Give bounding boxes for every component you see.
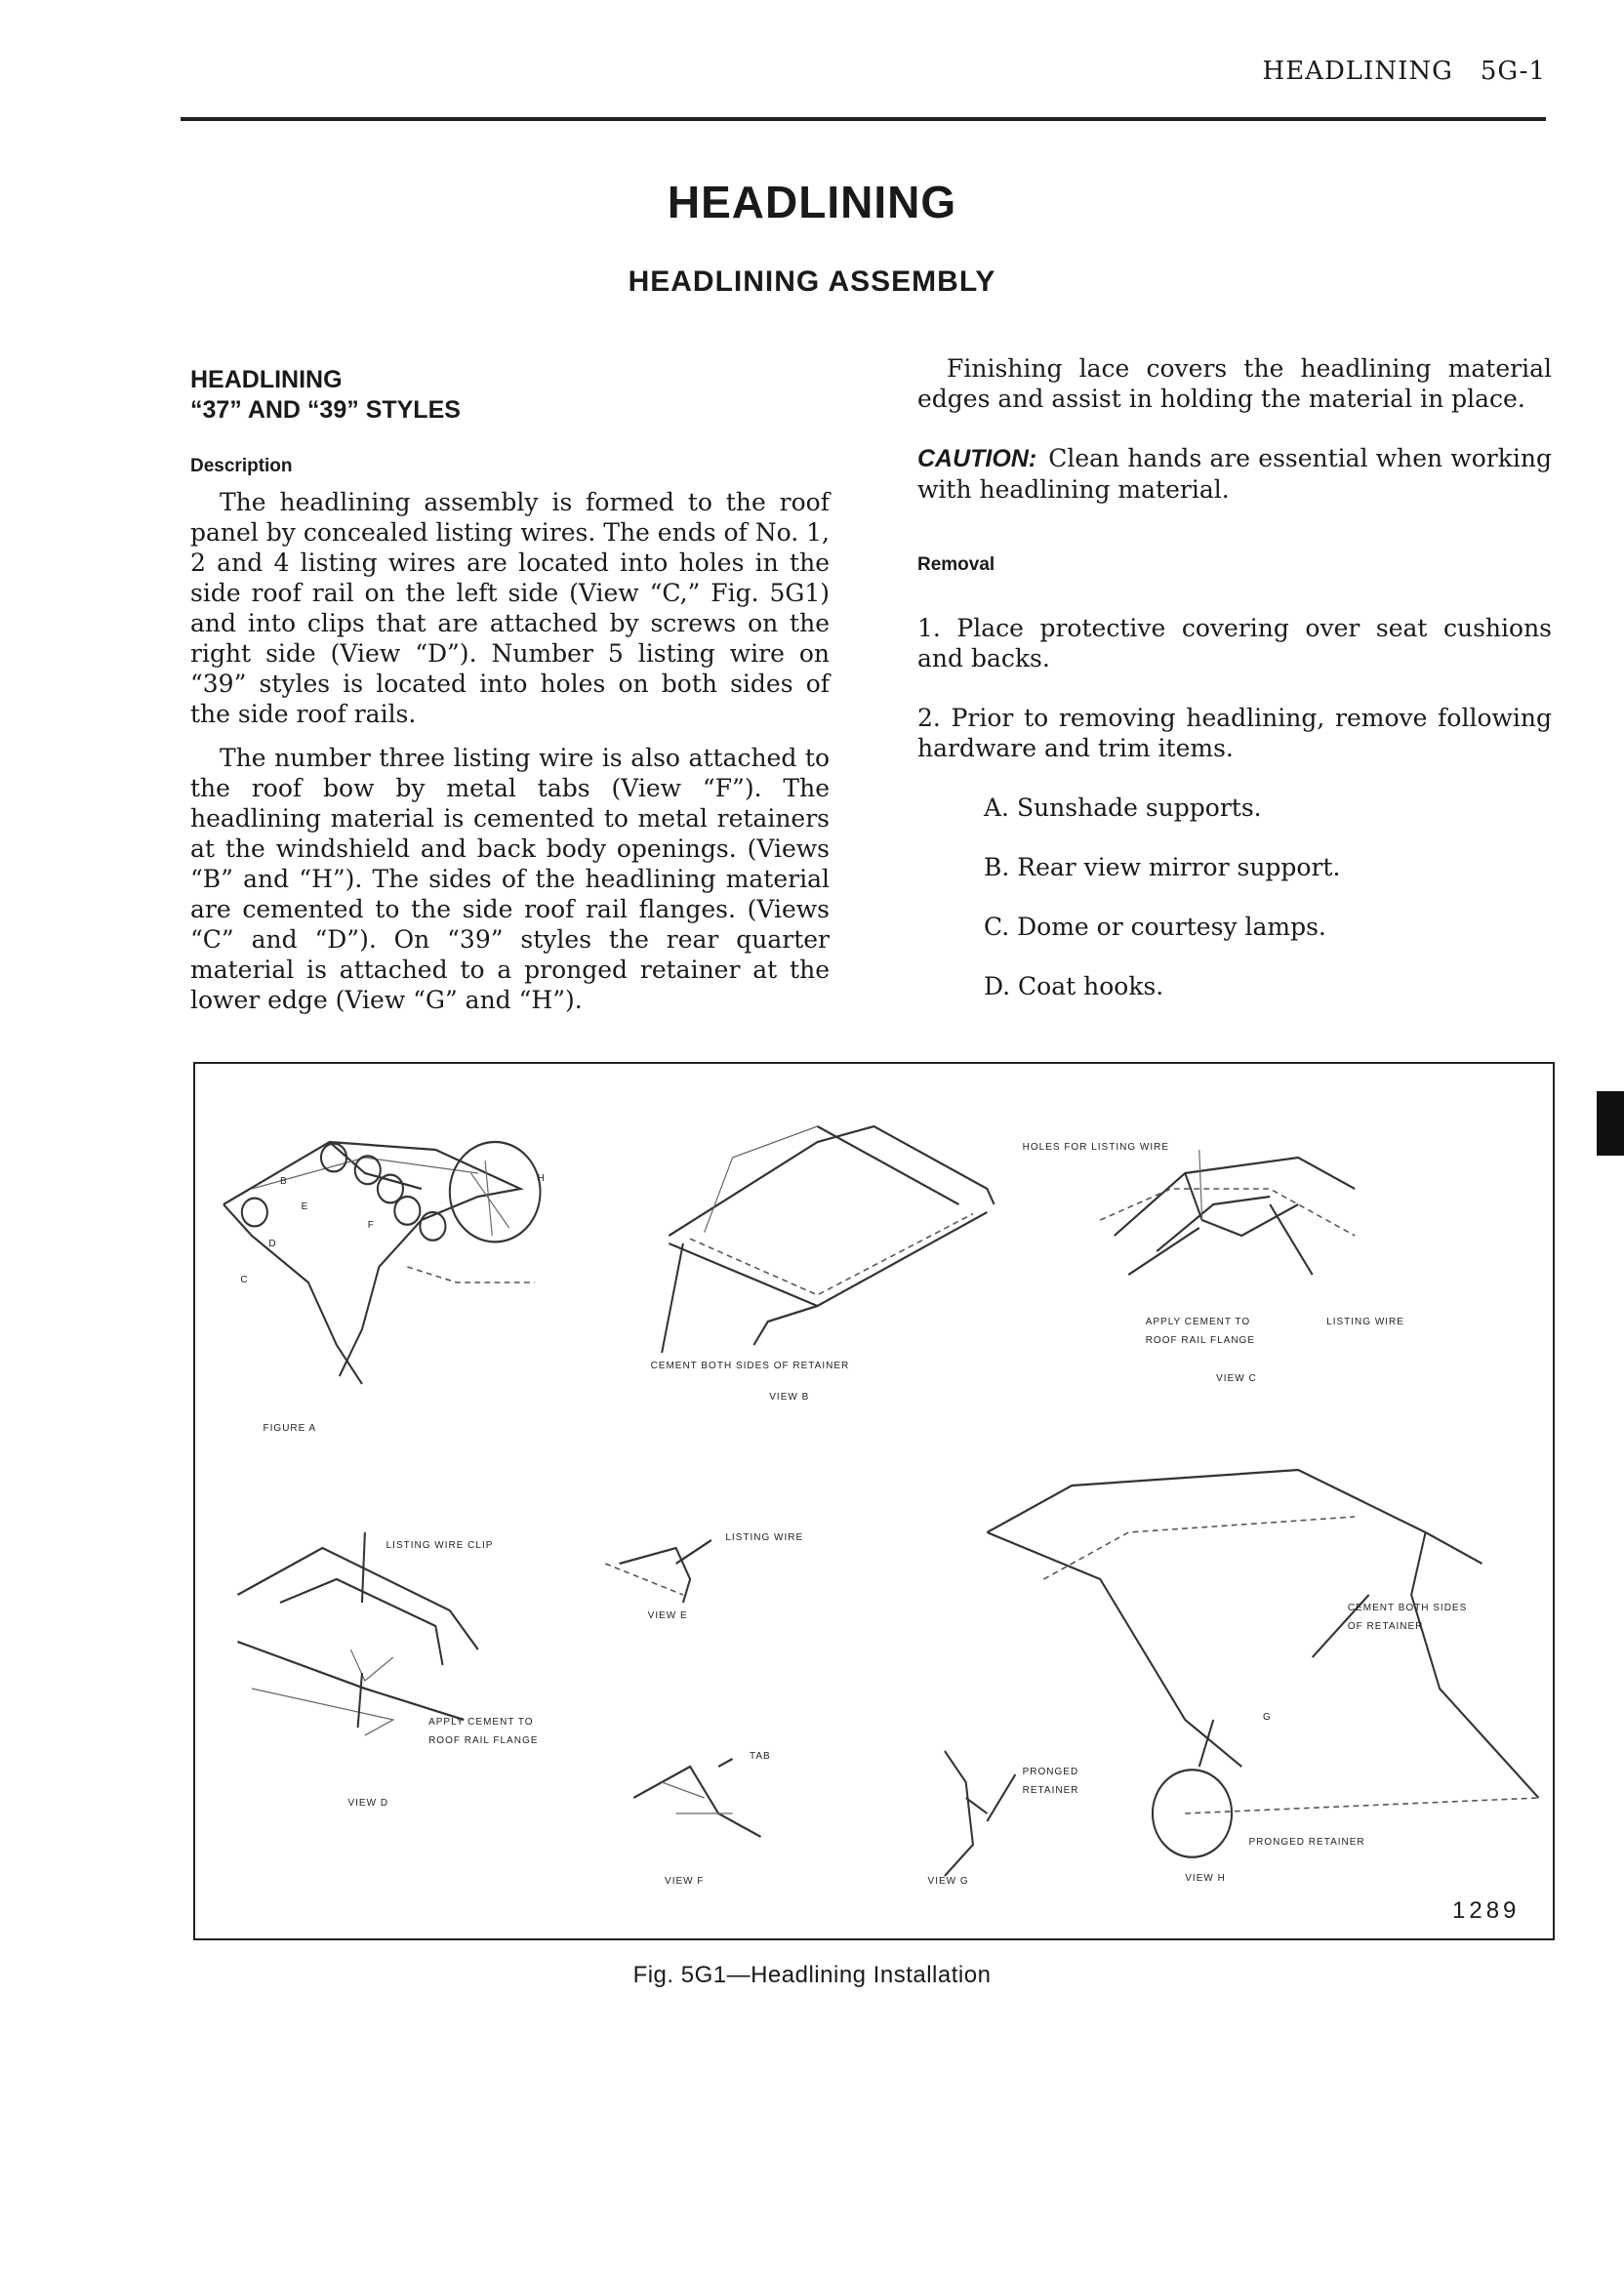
figure-a-label: FIGURE A <box>263 1423 317 1434</box>
cement-both-sides-h-line1: CEMENT BOTH SIDES <box>1347 1603 1468 1613</box>
description-heading: Description <box>190 456 293 476</box>
section-title: HEADLINING ASSEMBLY <box>628 265 996 298</box>
letter-b-label: B <box>279 1176 287 1188</box>
removal-item-d: D. Coat hooks. <box>984 972 1164 1000</box>
view-c-drawing <box>1100 1150 1355 1275</box>
section-thumb-tab <box>1597 1091 1624 1156</box>
running-header-section: HEADLINING <box>1262 57 1453 86</box>
holes-for-listing-wire-label: HOLES FOR LISTING WIRE <box>1022 1142 1169 1153</box>
view-d-label: VIEW D <box>347 1798 389 1809</box>
apply-cement-c-line2: ROOF RAIL FLANGE <box>1145 1335 1256 1347</box>
view-e-drawing <box>605 1540 711 1603</box>
apply-cement-d-line1: APPLY CEMENT TO <box>428 1716 534 1728</box>
left-column <box>190 365 830 1029</box>
removal-step-1: 1. Place protective covering over seat cushions and backs. <box>917 614 1552 672</box>
removal-heading: Removal <box>917 554 995 575</box>
letter-d-label: D <box>268 1239 276 1250</box>
pronged-retainer-h-label: PRONGED RETAINER <box>1248 1837 1365 1848</box>
styles-heading-line2: “37” AND “39” STYLES <box>190 396 461 424</box>
figure-frame <box>193 1062 1555 1940</box>
view-b-drawing <box>662 1126 995 1353</box>
view-f-label: VIEW F <box>665 1876 705 1887</box>
listing-wire-e-label: LISTING WIRE <box>725 1532 804 1543</box>
right-column <box>917 353 1552 1031</box>
cement-both-sides-h-line2: OF RETAINER <box>1347 1621 1424 1633</box>
view-b-label: VIEW B <box>769 1392 810 1403</box>
finishing-lace-paragraph: Finishing lace covers the headlining material edges and assist in holding the material in place. <box>917 354 1552 413</box>
tab-label: TAB <box>749 1751 771 1762</box>
view-e-label: VIEW E <box>647 1610 688 1621</box>
view-c-label: VIEW C <box>1216 1372 1257 1384</box>
view-f-drawing <box>633 1759 760 1837</box>
running-header <box>1263 57 1546 86</box>
styles-heading-line1: HEADLINING <box>190 366 343 393</box>
caution-paragraph <box>917 443 1552 505</box>
figure-number: 1289 <box>1452 1897 1521 1924</box>
page-title: HEADLINING <box>667 177 957 227</box>
figure-a-drawing <box>223 1142 541 1384</box>
view-h-drawing <box>987 1470 1538 1857</box>
letter-h-label: H <box>537 1173 545 1184</box>
letter-c-label: C <box>240 1275 248 1285</box>
description-paragraph-1: The headlining assembly is formed to the roof panel by concealed listing wires. The ends of No. 1, 2 and 4 listing wires are located into holes in the side roof rail on the left side (View “C,” Fig. 5G1) and into clips that are attached by screws on the right side (View “D”). Number 5 listing wire on “39” styles is located into holes on both sides of the side roof rails. <box>190 488 830 728</box>
cement-both-sides-retainer-label: CEMENT BOTH SIDES OF RETAINER <box>650 1361 850 1371</box>
removal-step-2: 2. Prior to removing headlining, remove following hardware and trim items. <box>917 704 1552 762</box>
removal-item-a: A. Sunshade supports. <box>984 794 1262 822</box>
letter-f-label: F <box>367 1220 374 1231</box>
description-paragraph-2: The number three listing wire is also attached to the roof bow by metal tabs (View “F”). The headlining material is cemented to metal retainers at the windshield and back body openings. (Views “B” and “H”). The sides of the headlining material are cemented to the side roof rail flanges. (Views “C” and “D”). On “39” styles the rear quarter material is attached to a pronged retainer at the lower edge (View “G” and “H”). <box>190 744 830 1014</box>
pronged-retainer-g-line2: RETAINER <box>1022 1785 1079 1797</box>
view-d-drawing <box>237 1532 477 1735</box>
removal-item-c: C. Dome or courtesy lamps. <box>984 913 1326 941</box>
listing-wire-c-label: LISTING WIRE <box>1326 1317 1404 1328</box>
view-g-label: VIEW G <box>927 1876 969 1887</box>
page-number: 5G-1 <box>1480 57 1546 86</box>
apply-cement-c-line1: APPLY CEMENT TO <box>1145 1317 1251 1328</box>
letter-e-label: E <box>301 1201 308 1212</box>
headlining-installation-illustration <box>195 1064 1553 1938</box>
pronged-retainer-g-line1: PRONGED <box>1022 1767 1079 1777</box>
listing-wire-clip-label: LISTING WIRE CLIP <box>386 1540 494 1551</box>
caution-text: Clean hands are essential when working with headlining material. <box>917 444 1552 504</box>
apply-cement-d-line2: ROOF RAIL FLANGE <box>428 1735 539 1746</box>
view-g-drawing <box>945 1751 1015 1876</box>
caution-label: CAUTION: <box>917 445 1037 472</box>
removal-item-b: B. Rear view mirror support. <box>984 853 1341 881</box>
header-rule <box>181 117 1546 121</box>
g-marker-label: G <box>1262 1712 1271 1723</box>
figure-caption: Fig. 5G1—Headlining Installation <box>632 1962 992 1988</box>
view-h-label: VIEW H <box>1185 1872 1226 1884</box>
